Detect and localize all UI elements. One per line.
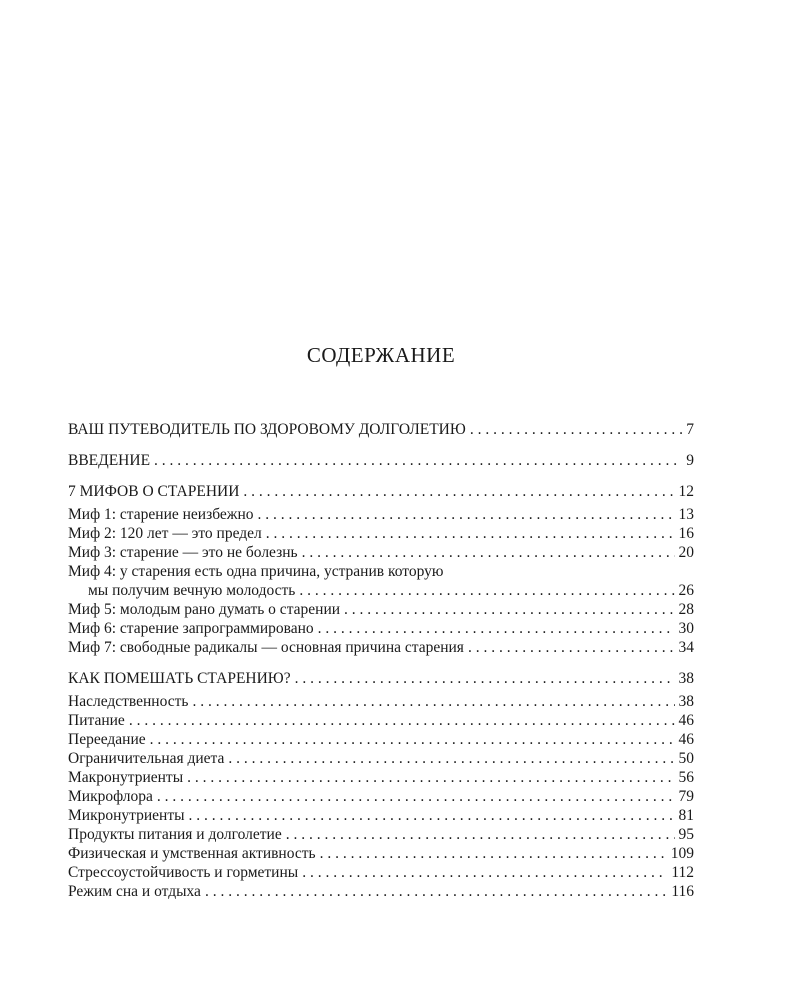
toc-entry-label: Миф 4: у старения есть одна причина, устранив которую: [68, 563, 444, 580]
toc-page-number: 38: [678, 670, 694, 687]
toc-entry-continuation: [68, 581, 694, 600]
toc-entry-label: Миф 5: молодым рано думать о старении: [68, 601, 341, 618]
toc-entry: [68, 562, 694, 581]
toc-entry-label: Микрофлора: [68, 788, 153, 805]
toc-page-number: 9: [686, 452, 694, 469]
toc-page-number: 38: [678, 693, 694, 710]
toc-section: [68, 451, 694, 470]
table-of-contents: [68, 420, 694, 901]
toc-entry-label: Переедание: [68, 731, 146, 748]
dot-leader: [295, 669, 675, 688]
toc-entry-label: мы получим вечную молодость: [88, 582, 296, 599]
dot-leader: [299, 581, 674, 600]
toc-entry-label: КАК ПОМЕШАТЬ СТАРЕНИЮ?: [68, 670, 291, 687]
dot-leader: [187, 768, 674, 787]
toc-page-number: 13: [678, 506, 694, 523]
toc-entry-label: Миф 2: 120 лет — это предел: [68, 525, 262, 542]
dot-leader: [189, 806, 675, 825]
dot-leader: [192, 692, 674, 711]
toc-page-number: 7: [686, 421, 694, 438]
toc-entry: [68, 619, 694, 638]
dot-leader: [157, 787, 675, 806]
dot-leader: [302, 863, 667, 882]
toc-entry: [68, 844, 694, 863]
toc-entry: [68, 505, 694, 524]
toc-page-number: 109: [670, 845, 694, 862]
toc-page-number: 46: [678, 712, 694, 729]
toc-entry-label: ВАШ ПУТЕВОДИТЕЛЬ ПО ЗДОРОВОМУ ДОЛГОЛЕТИЮ: [68, 421, 466, 438]
toc-section: [68, 482, 694, 501]
toc-entry: [68, 882, 694, 901]
toc-page-number: 46: [678, 731, 694, 748]
dot-leader: [286, 825, 675, 844]
dot-leader: [344, 600, 674, 619]
dot-leader: [243, 482, 674, 501]
page-title: СОДЕРЖАНИЕ: [306, 343, 456, 367]
dot-leader: [320, 844, 667, 863]
toc-page-number: 20: [678, 544, 694, 561]
toc-entry: [68, 638, 694, 657]
dot-leader: [470, 420, 682, 439]
toc-entry: [68, 806, 694, 825]
toc-entry-label: Миф 1: старение неизбежно: [68, 506, 254, 523]
toc-entry-label: Ограничительная диета: [68, 750, 225, 767]
toc-entry: [68, 749, 694, 768]
toc-entry-label: Миф 7: свободные радикалы — основная причина старения: [68, 639, 464, 656]
toc-entry: [68, 524, 694, 543]
toc-entry-label: Физическая и умственная активность: [68, 845, 316, 862]
dot-leader: [129, 711, 675, 730]
dot-leader: [258, 505, 675, 524]
toc-page-number: 28: [678, 601, 694, 618]
toc-page-number: 81: [678, 807, 694, 824]
toc-page-number: 116: [671, 883, 694, 900]
toc-page-number: 12: [678, 483, 694, 500]
toc-entry-label: Миф 3: старение — это не болезнь: [68, 544, 298, 561]
toc-entry: [68, 711, 694, 730]
dot-leader: [302, 543, 675, 562]
toc-entry-label: Продукты питания и долголетие: [68, 826, 282, 843]
toc-page-number: 79: [678, 788, 694, 805]
toc-section: [68, 420, 694, 439]
toc-entry-label: Макронутриенты: [68, 769, 184, 786]
dot-leader: [468, 638, 675, 657]
toc-page-number: 50: [678, 750, 694, 767]
toc-entry: [68, 730, 694, 749]
toc-page-number: 30: [678, 620, 694, 637]
dot-leader: [266, 524, 675, 543]
toc-entry-label: Стрессоустойчивость и горметины: [68, 864, 299, 881]
toc-entry-label: Питание: [68, 712, 125, 729]
toc-entry-label: Режим сна и отдыха: [68, 883, 201, 900]
toc-entry-label: Микронутриенты: [68, 807, 185, 824]
toc-page-number: 26: [678, 582, 694, 599]
toc-page-number: 112: [671, 864, 694, 881]
toc-entry: [68, 768, 694, 787]
dot-leader: [154, 451, 682, 470]
toc-page-number: 95: [678, 826, 694, 843]
toc-entry: [68, 825, 694, 844]
dot-leader: [150, 730, 675, 749]
toc-entry-label: Наследственность: [68, 693, 189, 710]
dot-leader: [228, 749, 674, 768]
toc-entry: [68, 600, 694, 619]
toc-entry-label: Миф 6: старение запрограммировано: [68, 620, 314, 637]
toc-page-number: 34: [678, 639, 694, 656]
toc-entry: [68, 692, 694, 711]
dot-leader: [205, 882, 667, 901]
toc-entry: [68, 787, 694, 806]
toc-page-number: 56: [678, 769, 694, 786]
toc-page-number: 16: [678, 525, 694, 542]
toc-entry: [68, 543, 694, 562]
toc-entry-label: ВВЕДЕНИЕ: [68, 452, 151, 469]
toc-entry: [68, 863, 694, 882]
toc-entry-label: 7 МИФОВ О СТАРЕНИИ: [68, 483, 240, 500]
dot-leader: [318, 619, 675, 638]
toc-section: [68, 669, 694, 688]
